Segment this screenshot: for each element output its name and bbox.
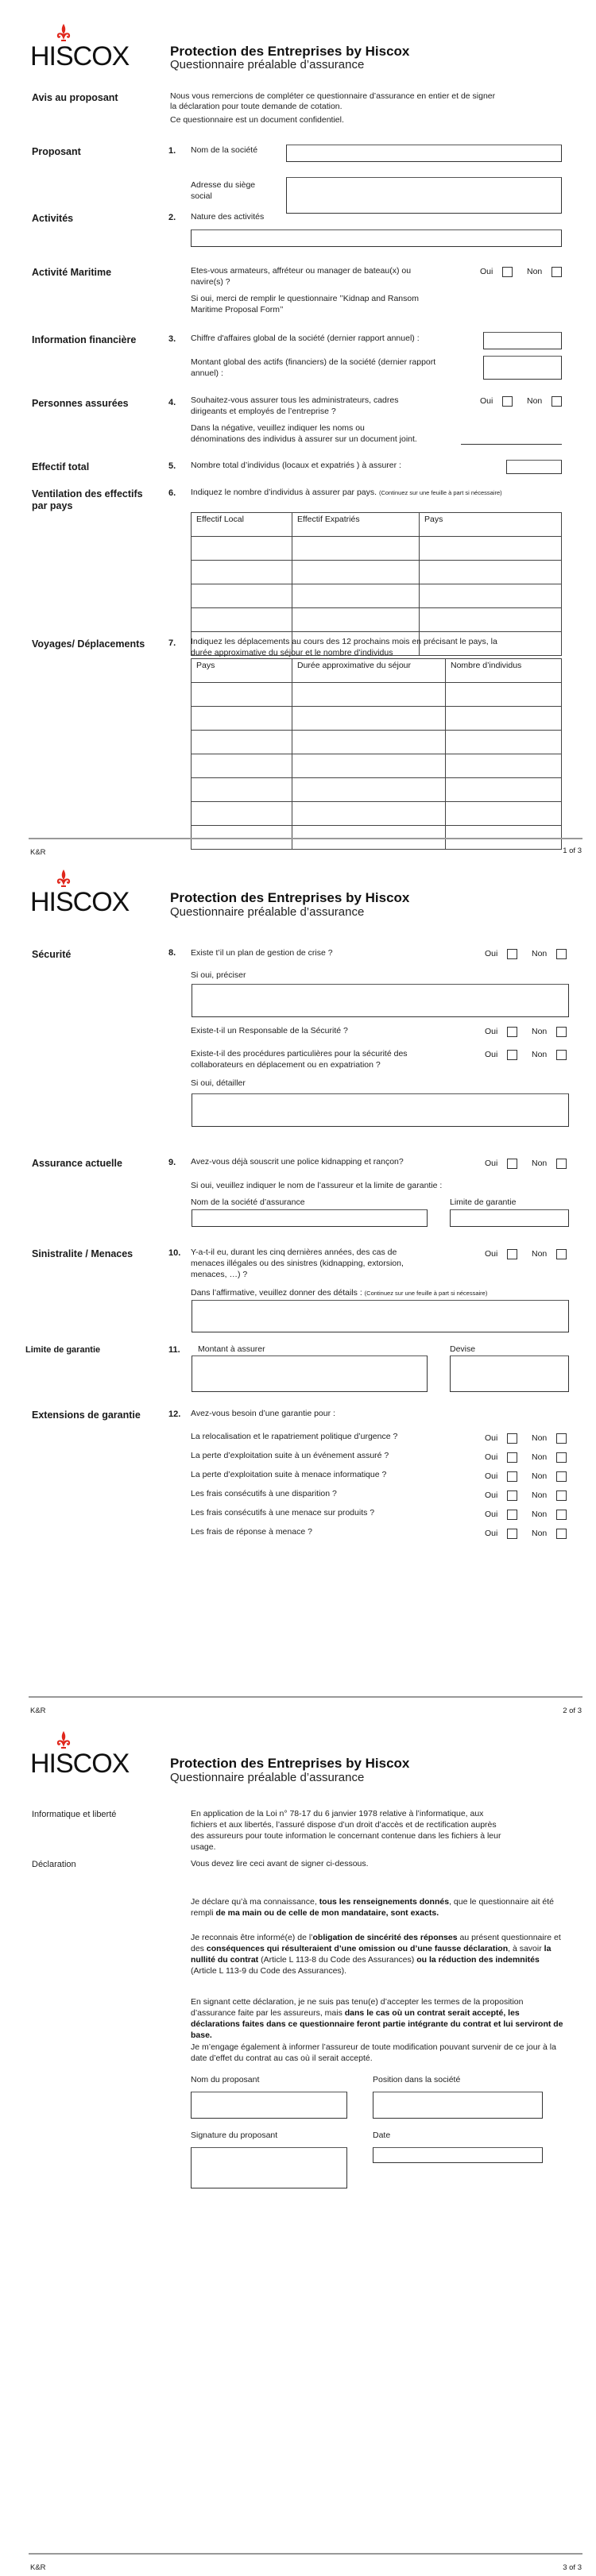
declaration-emphasis: dans le cas où un contrat serait accepté, les déclarations faites dans ce questionnaire feront partie intégrante du contrat et lui serviront de base. <box>191 2007 563 2040</box>
oui-checkbox[interactable] <box>507 1433 517 1444</box>
oui-label: Oui <box>485 1027 498 1036</box>
insured-question-line-1: Souhaitez-vous assurer tous les administrateurs, cadres <box>191 395 399 405</box>
company-name-label: Nom de la société <box>191 145 258 155</box>
question-number-7: 7. <box>168 638 176 648</box>
declaration-paragraph-4 <box>191 2042 564 2065</box>
table-cell[interactable] <box>192 561 292 584</box>
table-cell[interactable] <box>192 778 292 802</box>
proposer-name-label: Nom du proposant <box>191 2075 260 2084</box>
question-number-8: 8. <box>168 948 176 958</box>
country-breakdown-table <box>191 512 562 656</box>
non-label: Non <box>532 1249 548 1259</box>
address-label-2: social <box>191 191 212 201</box>
extension-item: Les frais de réponse à menace ? <box>191 1527 312 1537</box>
non-label: Non <box>532 1490 548 1500</box>
signature-label: Signature du proposant <box>191 2131 278 2140</box>
oui-label: Oui <box>485 1433 498 1443</box>
question-number-3: 3. <box>168 334 176 344</box>
section-assurance-actuelle: Assurance actuelle <box>32 1158 122 1169</box>
table-row <box>192 561 562 584</box>
page-number: 2 of 3 <box>563 1706 582 1715</box>
non-label: Non <box>532 1510 548 1519</box>
declaration-emphasis: ou la réduction des indemnités <box>416 1954 540 1965</box>
insured-question-line-2: dirigeants et employés de l’entreprise ? <box>191 407 336 416</box>
non-checkbox[interactable] <box>556 1249 567 1259</box>
maritime-note-line-1: Si oui, merci de remplir le questionnaire ’’Kidnap and Ransom <box>191 294 419 303</box>
page-subtitle: Questionnaire préalable d’assurance <box>170 1771 365 1784</box>
section-activites: Activités <box>32 213 74 224</box>
non-checkbox[interactable] <box>556 1490 567 1501</box>
extensions-intro: Avez-vous besoin d’une garantie pour : <box>191 1409 335 1418</box>
non-label: Non <box>532 1452 548 1462</box>
table-cell[interactable] <box>292 584 420 608</box>
existing-policy-note: Si oui, veuillez indiquer le nom de l’assureur et la limite de garantie : <box>191 1181 443 1190</box>
headcount-input[interactable] <box>506 460 562 474</box>
crisis-plan-oui-non <box>482 949 569 962</box>
oui-checkbox[interactable] <box>507 1452 517 1463</box>
avis-line-3: Ce questionnaire est un document confidentiel. <box>170 115 344 125</box>
table-cell[interactable] <box>192 802 292 826</box>
question-number-9: 9. <box>168 1158 176 1167</box>
table-cell[interactable] <box>292 731 446 754</box>
section-effectif: Effectif total <box>32 461 90 472</box>
page-1 <box>0 0 596 862</box>
table-cell[interactable] <box>292 683 446 707</box>
table-row <box>192 608 562 632</box>
column-header: Pays <box>192 659 292 683</box>
footer-code: K&R <box>30 1706 46 1715</box>
declaration-text: (Article L 113-9 du Code des Assurances). <box>191 1965 347 1976</box>
crisis-plan-detail-input[interactable] <box>192 984 569 1017</box>
table-row <box>192 731 562 754</box>
table-cell[interactable] <box>420 584 562 608</box>
amount-input[interactable] <box>192 1355 428 1392</box>
extension-item: La perte d’exploitation suite à menace informatique ? <box>191 1470 387 1479</box>
footer-divider <box>29 1696 582 1698</box>
extension-oui-non <box>482 1490 569 1503</box>
crisis-plan-question: Existe t’il un plan de gestion de crise ? <box>191 948 333 958</box>
column-header: Effectif Expatriés <box>292 513 420 537</box>
table-cell[interactable] <box>292 802 446 826</box>
footer-code: K&R <box>30 2563 46 2572</box>
declaration-intro: Vous devez lire ceci avant de signer ci-dessous. <box>191 1859 369 1868</box>
existing-policy-question: Avez-vous déjà souscrit une police kidnapping et rançon? <box>191 1157 404 1167</box>
column-header: Durée approximative du séjour <box>292 659 446 683</box>
signature-input[interactable] <box>191 2147 347 2188</box>
oui-label: Oui <box>480 396 493 406</box>
oui-label: Oui <box>485 1529 498 1538</box>
non-checkbox[interactable] <box>551 396 562 407</box>
section-financiere: Information financière <box>32 334 137 345</box>
non-label: Non <box>532 1471 548 1481</box>
table-cell[interactable] <box>292 707 446 731</box>
position-input[interactable] <box>373 2092 543 2119</box>
extension-oui-non <box>482 1529 569 1541</box>
section-limite: Limite de garantie <box>25 1345 101 1355</box>
non-checkbox[interactable] <box>556 1471 567 1482</box>
section-proposant: Proposant <box>32 146 81 157</box>
footer-divider <box>29 838 582 839</box>
non-checkbox[interactable] <box>556 1159 567 1169</box>
question-number-5: 5. <box>168 461 176 471</box>
non-checkbox[interactable] <box>556 1510 567 1520</box>
hiscox-logo <box>30 1731 130 1782</box>
oui-label: Oui <box>485 1050 498 1059</box>
page-number: 1 of 3 <box>563 846 582 855</box>
page-3 <box>0 1723 596 2576</box>
question-number-10: 10. <box>168 1248 181 1258</box>
procedures-detail-input[interactable] <box>192 1093 569 1127</box>
extension-item: Les frais consécutifs à une menace sur produits ? <box>191 1508 375 1517</box>
logo-text: HISCOX <box>30 1749 130 1779</box>
table-cell[interactable] <box>420 608 562 632</box>
page-subtitle: Questionnaire préalable d’assurance <box>170 58 365 71</box>
non-checkbox[interactable] <box>556 949 567 959</box>
limit-label: Limite de garantie <box>450 1197 517 1207</box>
table-cell[interactable] <box>420 561 562 584</box>
oui-label: Oui <box>485 949 498 958</box>
page-2 <box>0 862 596 1723</box>
insurer-name-input[interactable] <box>192 1209 428 1227</box>
table-cell[interactable] <box>446 707 562 731</box>
table-cell[interactable] <box>292 537 420 561</box>
hiscox-logo <box>30 870 130 920</box>
table-cell[interactable] <box>292 778 446 802</box>
footer-divider <box>29 2553 582 2555</box>
claims-question-line-3: menaces, …) ? <box>191 1270 248 1279</box>
claims-detail-label <box>191 1288 487 1299</box>
table-cell[interactable] <box>420 537 562 561</box>
question-number-12: 12. <box>168 1409 181 1419</box>
turnover-input[interactable] <box>483 332 562 349</box>
section-extensions: Extensions de garantie <box>32 1409 141 1421</box>
non-label: Non <box>532 1050 548 1059</box>
declaration-text: , que le questionnaire ait été rempli <box>191 1897 555 1918</box>
non-checkbox[interactable] <box>556 1050 567 1060</box>
section-informatique: Informatique et liberté <box>32 1810 117 1819</box>
table-row <box>192 754 562 778</box>
declaration-text: En signant cette déclaration, je ne suis pas tenu(e) d’accepter les termes de la proposition d’assurance faite par les assureurs, mais <box>191 1997 524 2018</box>
amount-label: Montant à assurer <box>198 1344 265 1354</box>
table-cell[interactable] <box>192 754 292 778</box>
privacy-line-1: En application de la Loi n° 78-17 du 6 janvier 1978 relative à l’informatique, aux <box>191 1809 484 1818</box>
oui-checkbox[interactable] <box>507 1471 517 1482</box>
claims-oui-non <box>482 1249 569 1262</box>
non-label: Non <box>532 1529 548 1538</box>
non-checkbox[interactable] <box>551 267 562 277</box>
column-header: Nombre d’individus <box>446 659 562 683</box>
table-cell[interactable] <box>446 754 562 778</box>
declaration-text: , à savoir <box>508 1943 544 1953</box>
oui-label: Oui <box>485 1159 498 1168</box>
oui-checkbox[interactable] <box>507 949 517 959</box>
procedures-question-line-2: collaborateurs en déplacement ou en expatriation ? <box>191 1060 381 1070</box>
position-label: Position dans la société <box>373 2075 461 2084</box>
extension-item: La relocalisation et le rapatriement politique d’urgence ? <box>191 1432 398 1441</box>
hiscox-logo <box>30 24 130 75</box>
insured-document-line[interactable] <box>461 435 562 445</box>
column-header: Pays <box>420 513 562 537</box>
existing-policy-oui-non <box>482 1159 569 1171</box>
oui-checkbox[interactable] <box>507 1027 517 1037</box>
declaration-paragraph-3 <box>191 1997 564 2042</box>
declaration-text: au présent questionnaire et des <box>191 1933 561 1953</box>
procedures-detail-label: Si oui, détailler <box>191 1078 246 1088</box>
oui-checkbox[interactable] <box>502 396 513 407</box>
table-row <box>192 707 562 731</box>
question-number-2: 2. <box>168 213 176 222</box>
question-number-11: 11. <box>168 1345 180 1355</box>
oui-label: Oui <box>480 267 493 276</box>
proposer-name-input[interactable] <box>191 2092 347 2119</box>
oui-label: Oui <box>485 1249 498 1259</box>
table-cell[interactable] <box>192 608 292 632</box>
maritime-question-line-1: Etes-vous armateurs, affréteur ou manager de bateau(x) ou <box>191 266 412 276</box>
table-row <box>192 584 562 608</box>
non-checkbox[interactable] <box>556 1529 567 1539</box>
oui-label: Oui <box>485 1490 498 1500</box>
address-input[interactable] <box>286 177 562 214</box>
currency-input[interactable] <box>450 1355 569 1392</box>
page-title: Protection des Entreprises by Hiscox <box>170 1756 410 1771</box>
country-breakdown-label <box>191 488 502 499</box>
table-cell[interactable] <box>292 608 420 632</box>
section-voyages: Voyages/ Déplacements <box>32 638 145 650</box>
claims-question-line-2: menaces illégales ou des sinistres (kidnapping, extorsion, <box>191 1259 404 1268</box>
section-maritime: Activité Maritime <box>32 267 112 278</box>
section-ventilation-line-2: par pays <box>32 500 73 511</box>
maritime-note-line-2: Maritime Proposal Form’’ <box>191 305 284 314</box>
oui-checkbox[interactable] <box>507 1490 517 1501</box>
non-checkbox[interactable] <box>556 1433 567 1444</box>
headcount-label: Nombre total d’individus (locaux et expatriés ) à assurer : <box>191 461 401 470</box>
non-checkbox[interactable] <box>556 1452 567 1463</box>
table-cell[interactable] <box>192 537 292 561</box>
page-title: Protection des Entreprises by Hiscox <box>170 44 410 59</box>
table-cell[interactable] <box>292 561 420 584</box>
declaration-text: (Article L 113-8 du Code des Assurances) <box>258 1954 417 1965</box>
privacy-line-3: des assureurs pour toute information le concernant contenue dans les fichiers à leur <box>191 1831 501 1841</box>
logo-text: HISCOX <box>30 887 130 917</box>
non-label: Non <box>532 949 548 958</box>
procedures-question-line-1: Existe-t-il des procédures particulières pour la sécurité des <box>191 1049 408 1059</box>
travel-line-2: durée approximative du séjour et le nombre d’individus <box>191 648 393 657</box>
procedures-oui-non <box>482 1050 569 1062</box>
non-label: Non <box>527 267 543 276</box>
maritime-question-line-2: navire(s) ? <box>191 277 230 287</box>
extension-oui-non <box>482 1433 569 1446</box>
limit-input[interactable] <box>450 1209 569 1227</box>
question-number-6: 6. <box>168 488 176 498</box>
non-label: Non <box>532 1433 548 1443</box>
non-label: Non <box>532 1159 548 1168</box>
activities-input[interactable] <box>191 229 562 247</box>
extension-oui-non <box>482 1452 569 1465</box>
oui-checkbox[interactable] <box>502 267 513 277</box>
table-cell[interactable] <box>192 731 292 754</box>
section-sinistralite: Sinistralite / Menaces <box>32 1248 134 1259</box>
assets-label-line-2: annuel) : <box>191 368 223 378</box>
turnover-label: Chiffre d'affaires global de la société (dernier rapport annuel) : <box>191 334 420 343</box>
oui-label: Oui <box>485 1452 498 1462</box>
assets-input[interactable] <box>483 356 562 380</box>
page-subtitle: Questionnaire préalable d’assurance <box>170 905 365 919</box>
assets-label-line-1: Montant global des actifs (financiers) de la société (dernier rapport <box>191 357 436 367</box>
declaration-paragraph-2 <box>191 1933 564 1977</box>
question-number-1: 1. <box>168 146 176 156</box>
privacy-line-4: usage. <box>191 1842 216 1852</box>
activities-label: Nature des activités <box>191 212 265 222</box>
table-cell[interactable] <box>192 683 292 707</box>
extension-oui-non <box>482 1471 569 1484</box>
section-ventilation-line-1: Ventilation des effectifs <box>32 488 143 499</box>
crisis-plan-detail-label: Si oui, préciser <box>191 970 246 980</box>
non-label: Non <box>532 1027 548 1036</box>
company-name-input[interactable] <box>286 145 562 162</box>
declaration-emphasis: tous les renseignements donnés <box>319 1897 450 1907</box>
section-declaration: Déclaration <box>32 1860 76 1869</box>
table-cell[interactable] <box>292 754 446 778</box>
extension-item: Les frais consécutifs à une disparition ? <box>191 1489 337 1498</box>
oui-checkbox[interactable] <box>507 1159 517 1169</box>
table-row <box>192 537 562 561</box>
column-header: Effectif Local <box>192 513 292 537</box>
security-officer-oui-non <box>482 1027 569 1039</box>
travel-line-1: Indiquez les déplacements au cours des 12 prochains mois en précisant le pays, la <box>191 637 497 646</box>
page-number: 3 of 3 <box>563 2563 582 2572</box>
declaration-text: Je déclare qu’à ma connaissance, <box>191 1897 319 1907</box>
table-cell[interactable] <box>192 584 292 608</box>
privacy-line-2: fichiers et aux libertés, l’assuré dispose d’un droit d’accès et de rectification auprès <box>191 1820 497 1830</box>
oui-checkbox[interactable] <box>507 1249 517 1259</box>
oui-checkbox[interactable] <box>507 1510 517 1520</box>
table-cell[interactable] <box>446 731 562 754</box>
question-number-4: 4. <box>168 398 176 407</box>
claims-detail-text: Dans l’affirmative, veuillez donner des détails : <box>191 1288 362 1298</box>
extension-oui-non <box>482 1510 569 1522</box>
address-label-1: Adresse du siège <box>191 180 256 190</box>
claims-detail-input[interactable] <box>192 1300 569 1332</box>
table-cell[interactable] <box>446 778 562 802</box>
continue-note: (Continuez sur une feuille à part si nécessaire) <box>364 1290 488 1297</box>
avis-line-1: Nous vous remercions de compléter ce questionnaire d’assurance en entier et de signer <box>170 91 496 101</box>
date-input[interactable] <box>373 2147 543 2163</box>
insured-note-line-2: dénominations des individus à assurer sur un document joint. <box>191 434 417 444</box>
security-officer-question: Existe-t-il un Responsable de la Sécurité ? <box>191 1026 348 1035</box>
table-row <box>192 778 562 802</box>
declaration-emphasis: de ma main ou de celle de mon mandataire, sont exacts. <box>215 1907 439 1918</box>
insurer-name-label: Nom de la société d’assurance <box>191 1197 305 1207</box>
currency-label: Devise <box>450 1344 476 1354</box>
insured-oui-non <box>477 396 564 409</box>
country-breakdown-text: Indiquez le nombre d’individus à assurer par pays. <box>191 488 377 497</box>
extension-item: La perte d’exploitation suite à un événement assuré ? <box>191 1451 389 1460</box>
declaration-text: Je m’engage également à informer l’assureur de toute modification pouvant survenir de ce jour à la date d’effet du contrat au cas où il serait accepté. <box>191 2042 556 2063</box>
oui-label: Oui <box>485 1510 498 1519</box>
table-row <box>192 683 562 707</box>
declaration-emphasis: conséquences qui résulteraient d’une omission ou d’une fausse déclaration <box>206 1943 509 1953</box>
avis-line-2: la déclaration pour toute demande de cotation. <box>170 102 343 111</box>
section-securite: Sécurité <box>32 949 72 960</box>
section-personnes: Personnes assurées <box>32 398 129 409</box>
date-label: Date <box>373 2131 391 2140</box>
logo-text: HISCOX <box>30 41 130 71</box>
table-cell[interactable] <box>446 802 562 826</box>
non-checkbox[interactable] <box>556 1027 567 1037</box>
travel-table <box>191 658 562 850</box>
table-row <box>192 802 562 826</box>
oui-checkbox[interactable] <box>507 1529 517 1539</box>
continue-note: (Continuez sur une feuille à part si nécessaire) <box>378 489 502 496</box>
declaration-emphasis: la nullité du contrat <box>191 1943 551 1965</box>
table-cell[interactable] <box>192 707 292 731</box>
maritime-oui-non <box>477 267 564 280</box>
claims-question-line-1: Y-a-t-il eu, durant les cinq dernières années, des cas de <box>191 1248 397 1257</box>
section-avis: Avis au proposant <box>32 92 118 103</box>
oui-checkbox[interactable] <box>507 1050 517 1060</box>
oui-label: Oui <box>485 1471 498 1481</box>
footer-code: K&R <box>30 848 46 857</box>
page-title: Protection des Entreprises by Hiscox <box>170 890 410 905</box>
declaration-text: Je reconnais être informé(e) de l’ <box>191 1933 313 1942</box>
insured-note-line-1: Dans la négative, veuillez indiquer les noms ou <box>191 423 365 433</box>
table-cell[interactable] <box>446 683 562 707</box>
non-label: Non <box>527 396 543 406</box>
declaration-paragraph-1 <box>191 1897 564 1919</box>
declaration-emphasis: obligation de sincérité des réponses <box>312 1933 458 1942</box>
